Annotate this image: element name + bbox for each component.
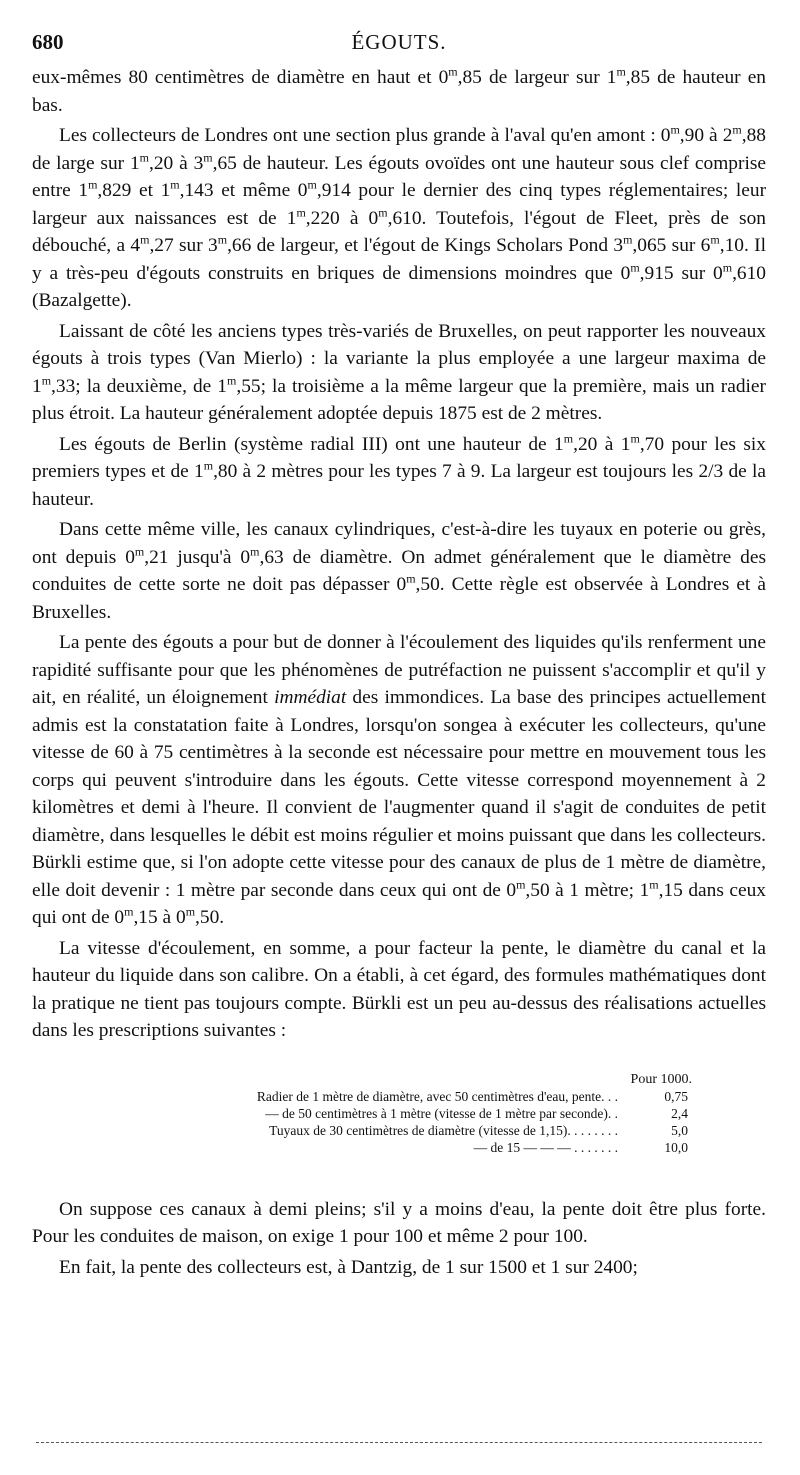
page-header: [32, 30, 766, 64]
row-value: 5,0: [671, 1122, 688, 1138]
row-description: — de 50 centimètres à 1 mètre (vitesse de 1 mètre par seconde). .: [265, 1105, 618, 1121]
table-row: [32, 1105, 766, 1122]
paragraph: Les égouts de Berlin (système radial III) ont une hauteur de 1$^m$,20 à 1$^m$,70 pour les six premiers types et de 1$^m$,80 à 2 mètres pour les types 7 à 9. La largeur est toujours les 2/3 de la hauteur.: [32, 431, 766, 510]
table-header: Pour 1000.: [630, 1071, 692, 1087]
paragraph: En fait, la pente des collecteurs est, à Dantzig, de 1 sur 1500 et 1 sur 2400;: [59, 1256, 638, 1278]
body-text-after: [32, 1196, 766, 1282]
page-number: 680: [32, 30, 64, 54]
document-page: [32, 30, 766, 1281]
paragraph: La pente des égouts a pour but de donner à l'écoulement des liquides qu'ils renferment une rapidité suffisante pour que les phénomènes de putréfaction ne puissent s'accomplir et qu'il y ait, en réalité, un éloignement immédiat des immondices. La base des principes actuellement admis est la constatation faite à Londres, lorsqu'on songea à exécuter les collecteurs, qu'une vitesse de 60 à 75 centimètres à la seconde est nécessaire pour mettre en mouvement tous les corps qui peuvent s'introduire dans les égouts. Cette vitesse correspond moyennement à 2 kilomètres et demi à l'heure. Il convient de l'augmenter quand il s'agit de conduites de petit diamètre, dans lesquelles le débit est moins régulier et moins puissant que dans les collecteurs. Bürkli estime que, si l'on adopte cette vitesse pour des canaux de plus de 1 mètre de diamètre, elle doit devenir : 1 mètre par seconde dans ceux qui ont de 0$^m$,50 à 1 mètre; 1$^m$,15 dans ceux qui ont de 0$^m$,15 à 0$^m$,50.: [32, 632, 766, 928]
row-description: Tuyaux de 30 centimètres de diamètre (vitesse de 1,15). . . . . . . .: [269, 1122, 618, 1138]
paragraph: La vitesse d'écoulement, en somme, a pour facteur la pente, le diamètre du canal et la hauteur du liquide dans son calibre. On a établi, à cet égard, des formules mathématiques dont la pratique ne tient pas toujours compte. Bürkli est un peu au-dessus des réalisations actuelles dans les prescriptions suivantes :: [32, 937, 766, 1041]
paragraph: Les collecteurs de Londres ont une section plus grande à l'aval qu'en amont : 0$^m$,90 à 2$^m$,88 de large sur 1$^m$,20 à 3$^m$,65 de hauteur. Les égouts ovoïdes ont une hauteur sous clef comprise entre 1$^m$,829 et 1$^m$,143 et même 0$^m$,914 pour le dernier des cinq types réglementaires; leur largeur aux naissances est de 1$^m$,220 à 0$^m$,610. Toutefois, l'égout de Fleet, près de son débouché, a 4$^m$,27 sur 3$^m$,66 de largeur, et l'égout de Kings Scholars Pond 3$^m$,065 sur 6$^m$,10. Il y a très-peu d'égouts construits en briques de dimensions moindres que 0$^m$,915 sur 0$^m$,610 (Bazalgette).: [32, 122, 767, 311]
table-row: [32, 1139, 766, 1156]
running-title: ÉGOUTS.: [351, 30, 447, 54]
row-value: 0,75: [664, 1088, 688, 1104]
table-rows: [32, 1088, 766, 1156]
row-value: 2,4: [671, 1105, 688, 1121]
bottom-rule: [36, 1442, 762, 1443]
table-row: [32, 1122, 766, 1139]
row-value: 10,0: [664, 1139, 688, 1155]
row-description: Radier de 1 mètre de diamètre, avec 50 centimètres d'eau, pente. . .: [256, 1088, 618, 1104]
paragraph: eux-mêmes 80 centimètres de diamètre en haut et 0$^m$,85 de largeur sur 1$^m$,85 de hauteur en bas.: [32, 64, 767, 116]
paragraph: Laissant de côté les anciens types très-variés de Bruxelles, on peut rapporter les nouveaux égouts à trois types (Van Mierlo) : la variante la plus employée a une largeur maxima de 1$^m$,33; la deuxième, de 1$^m$,55; la troisième a la même largeur que la première, mais un radier plus étroit. La hauteur généralement adoptée depuis 1875 est de 2 mètres.: [32, 320, 766, 424]
row-description: — de 15 — — — . . . . . . .: [473, 1139, 618, 1155]
paragraph: On suppose ces canaux à demi pleins; s'il y a moins d'eau, la pente doit être plus forte. Pour les conduites de maison, on exige 1 pour 100 et même 2 pour 100.: [32, 1198, 766, 1247]
table-row: [32, 1088, 766, 1105]
paragraph: Dans cette même ville, les canaux cylindriques, c'est-à-dire les tuyaux en poterie ou grès, ont depuis 0$^m$,21 jusqu'à 0$^m$,63 de diamètre. On admet généralement que le diamètre des conduites de cette sorte ne doit pas dépasser 0$^m$,50. Cette règle est observée à Londres et à Bruxelles.: [32, 519, 767, 623]
slope-table: [32, 1071, 766, 1156]
body-text: [32, 64, 766, 1045]
